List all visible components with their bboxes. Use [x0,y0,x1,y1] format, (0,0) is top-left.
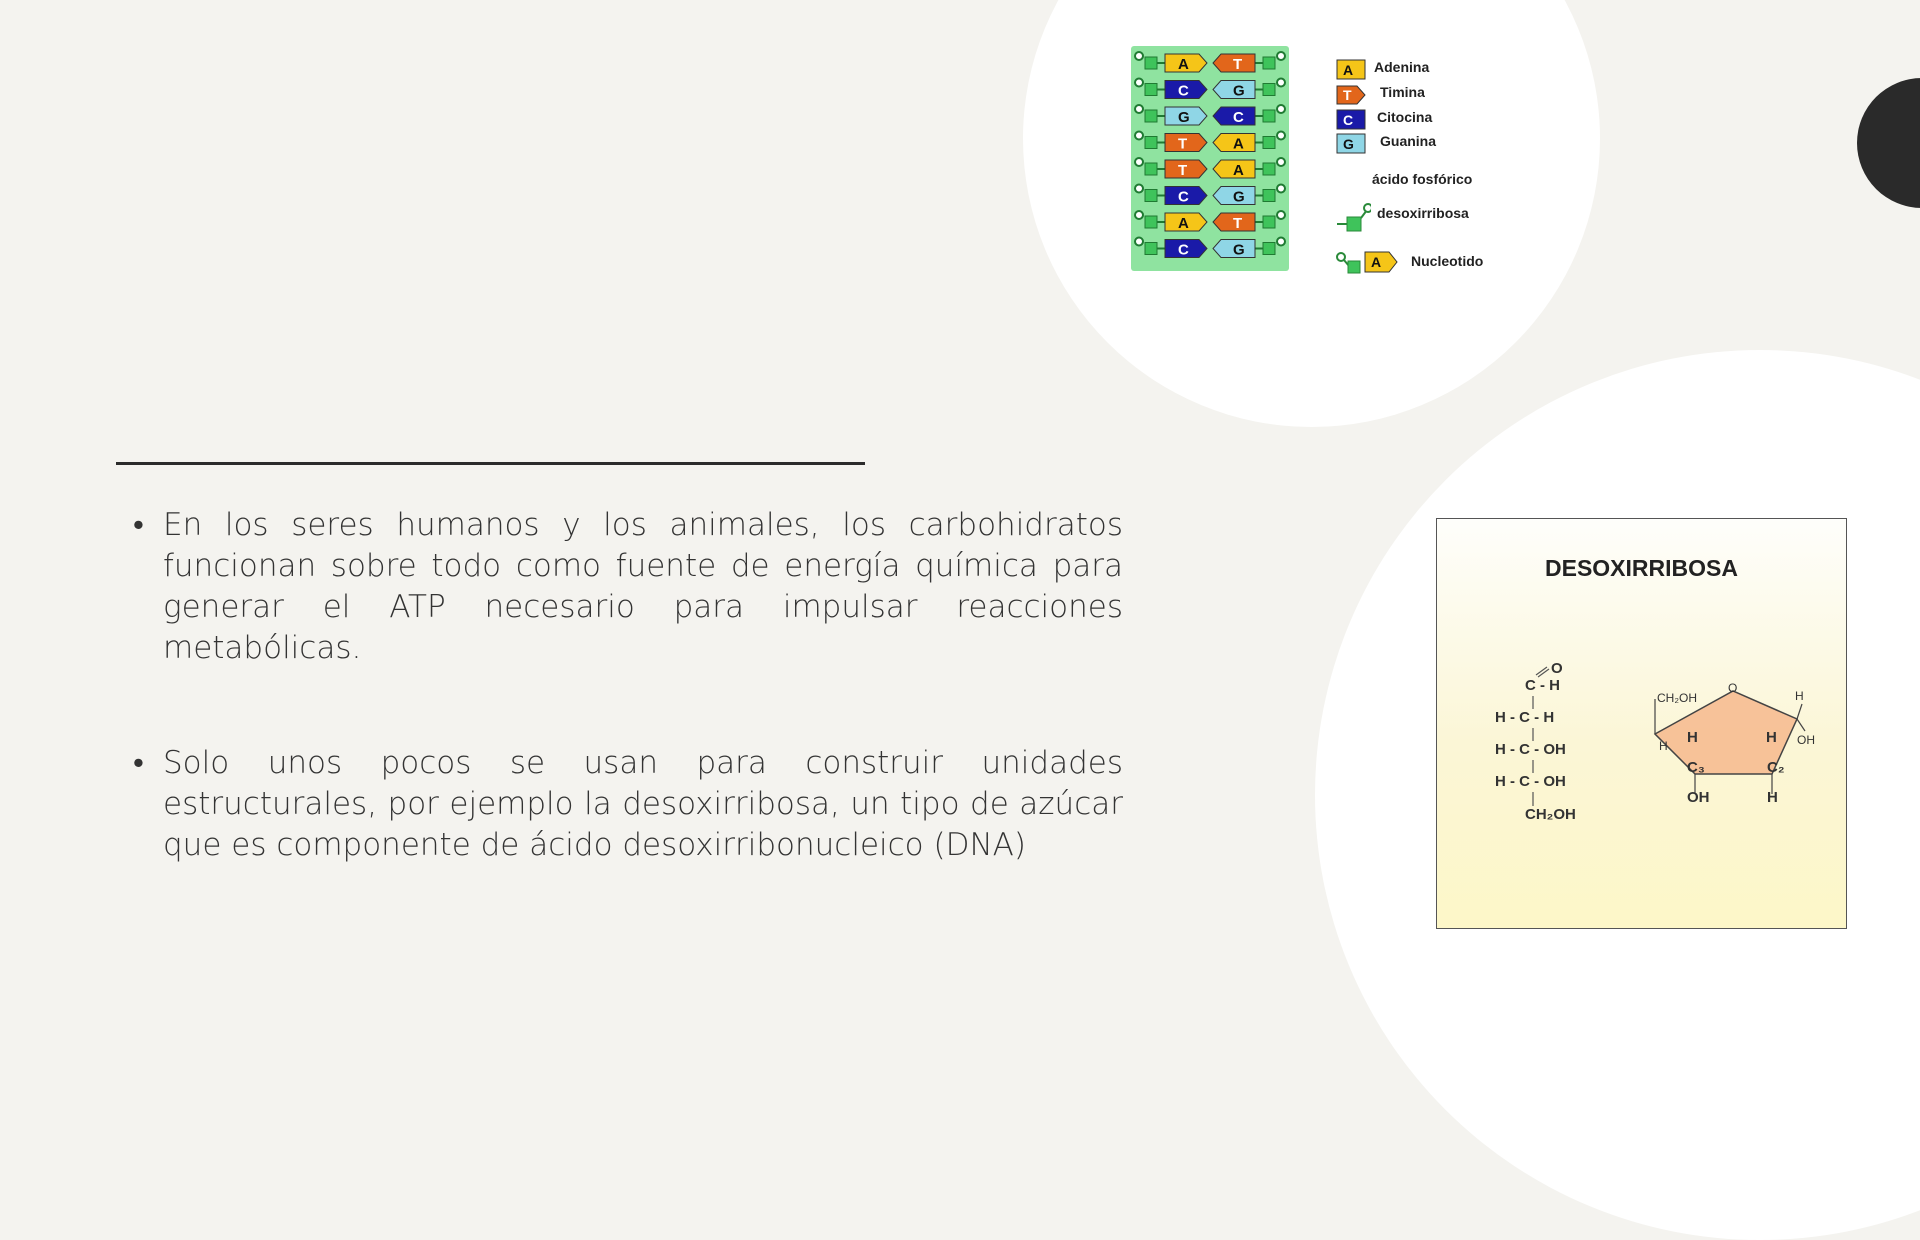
phosphate-icon [1135,52,1143,60]
phosphate-icon [1277,238,1285,246]
chem-label: H [1766,729,1777,746]
phosphate-icon [1135,238,1143,246]
sugar-icon [1145,163,1157,175]
bullet-item: • Solo unos pocos se usan para construir unidades estructurales, por ejemplo la desoxirribosa, un tipo de azúcar que es componente de ácido desoxirribonucleico (DNA) [128,743,1123,866]
legend-guanina: Guanina [1380,133,1437,149]
base-letter: G [1178,109,1190,126]
chem-label: H [1795,689,1804,703]
phosphate-icon [1277,105,1285,113]
sugar-icon [1263,57,1275,69]
chem-label: H - C - OH [1495,741,1566,758]
phosphate-icon [1277,132,1285,140]
chem-label: OH [1797,733,1815,747]
bullet-list [128,505,1123,866]
base-letter: A [1178,215,1189,232]
sugar-icon [1145,57,1157,69]
legend-nucleotido: Nucleotido [1411,253,1484,269]
phosphate-icon [1277,185,1285,193]
bullet-item: • En los seres humanos y los animales, los carbohidratos funcionan sobre todo como fuente de energía química para generar el ATP necesario para impulsar reacciones metabólicas. [128,505,1123,669]
base-letter: C [1178,82,1189,100]
legend-timina: Timina [1380,84,1425,100]
chem-label: H [1767,789,1778,806]
timina-swatch-icon [1337,86,1365,104]
citocina-swatch-icon [1337,110,1365,129]
base-letter: G [1233,82,1245,100]
chem-label: H [1687,729,1698,746]
dna-backbone-background [1131,46,1289,271]
guanina-swatch-icon [1337,134,1365,153]
desoxirribosa-figure [1436,518,1847,929]
phosphate-icon [1277,158,1285,166]
base-letter: A [1178,56,1189,73]
base-letter: T [1233,56,1243,73]
sugar-icon [1263,163,1275,175]
svg-text:T: T [1343,87,1352,103]
base-letter: A [1233,135,1244,153]
phosphate-icon [1135,105,1143,113]
base-letter: G [1233,188,1245,206]
chem-label: H - C - OH [1495,773,1566,790]
sugar-icon [1263,110,1275,122]
svg-text:C: C [1343,112,1354,128]
chem-label: C - H [1525,677,1560,694]
phosphate-icon [1135,132,1143,140]
sugar-icon [1263,137,1275,149]
base-letter: C [1178,241,1189,259]
sugar-icon [1263,216,1275,228]
nucleotide-icon [1337,253,1360,273]
chem-label: C₃ [1687,759,1705,776]
sugar-icon [1263,190,1275,202]
dna-structure-figure [1125,40,1505,280]
sugar-icon [1145,110,1157,122]
chem-label: CH₂OH [1525,806,1576,823]
nucleotide-base-icon [1363,248,1403,276]
adenina-swatch-icon [1337,60,1365,79]
sugar-icon [1145,243,1157,255]
legend-desoxirribosa: desoxirribosa [1377,205,1469,221]
chem-label: OH [1687,789,1710,806]
base-letter: C [1233,109,1244,126]
legend-acido-fosforico: ácido fosfórico [1372,171,1473,187]
desoxirribosa-title: DESOXIRRIBOSA [1545,555,1738,581]
phosphate-icon [1135,211,1143,219]
phosphate-icon [1277,52,1285,60]
legend-adenina: Adenina [1374,59,1430,75]
base-letter: C [1178,188,1189,206]
chem-label: H [1659,739,1668,753]
phosphate-icon [1135,185,1143,193]
base-letter: T [1178,162,1188,179]
phosphate-icon [1135,158,1143,166]
sugar-icon [1145,190,1157,202]
sugar-icon [1263,243,1275,255]
chem-label: H - C - H [1495,709,1555,726]
phosphate-sugar-icon [1337,204,1371,231]
legend-citocina: Citocina [1377,109,1433,125]
chem-label: O [1728,681,1738,695]
base-letter: T [1178,135,1188,153]
title-divider-line [116,462,865,465]
dna-legend-swatches [1335,58,1371,278]
sugar-icon [1145,137,1157,149]
svg-text:A: A [1371,254,1382,270]
chem-label: CH₂OH [1657,691,1697,705]
chem-label: C₂ [1767,759,1785,776]
phosphate-icon [1277,79,1285,87]
svg-text:A: A [1343,62,1354,78]
dna-ladder-diagram [1129,44,1299,279]
sugar-icon [1263,84,1275,96]
sugar-icon [1145,84,1157,96]
base-letter: A [1233,162,1244,179]
decorative-dark-circle [1857,78,1920,208]
desoxirribosa-bonds [1437,519,1848,930]
chem-label: O [1551,660,1563,677]
phosphate-icon [1135,79,1143,87]
base-letter: T [1233,215,1243,232]
svg-text:G: G [1343,136,1354,152]
base-letter: G [1233,241,1245,259]
phosphate-icon [1277,211,1285,219]
sugar-icon [1145,216,1157,228]
